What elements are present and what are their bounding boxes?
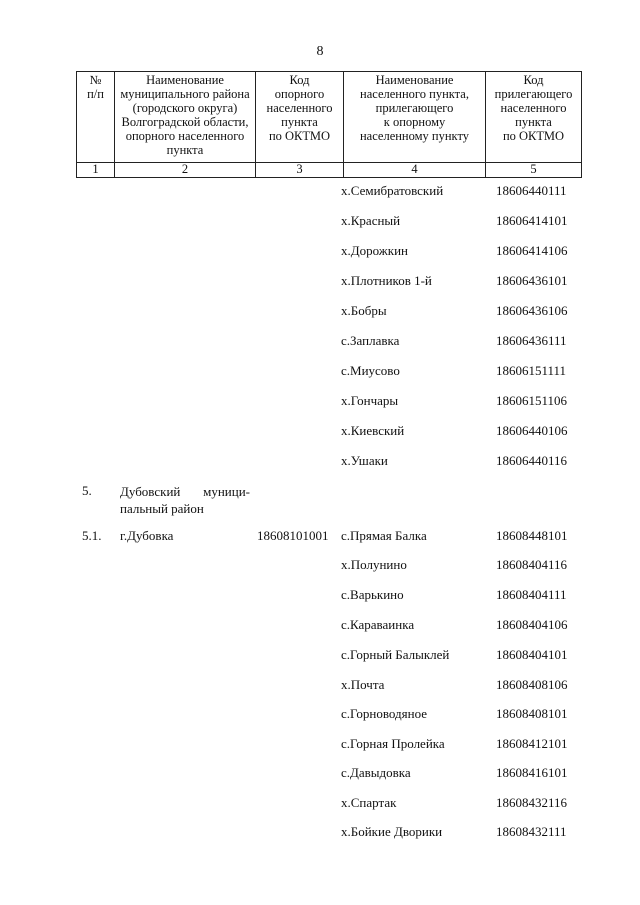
adjacent-code: 18608432111 — [496, 824, 567, 839]
header-text: по ОКТМО — [268, 129, 331, 143]
adjacent-code: 18606436101 — [496, 273, 568, 288]
header-col-support-code — [256, 72, 344, 163]
adjacent-name: х.Бойкие Дворики — [341, 824, 443, 839]
header-text: п/п — [87, 87, 104, 101]
header-text: Код — [289, 73, 310, 87]
adjacent-code: 18606151106 — [496, 393, 568, 408]
adjacent-name: с.Заплавка — [341, 333, 400, 348]
header-text: населенного — [266, 101, 333, 115]
header-text: прилегающего — [375, 101, 454, 115]
column-number: 3 — [256, 163, 344, 178]
adjacent-name: с.Миусово — [341, 363, 400, 378]
adjacent-code: 18608416101 — [496, 765, 568, 780]
header-text: (городского округа) — [132, 101, 238, 115]
header-text: опорного населенного — [125, 129, 245, 143]
adjacent-name: с.Горный Балыклей — [341, 647, 450, 662]
header-text: Наименование — [146, 73, 224, 87]
header-col-number — [77, 72, 115, 163]
adjacent-name: с.Горноводяное — [341, 706, 428, 721]
header-text: населенному пункту — [359, 129, 470, 143]
adjacent-name: с.Варькино — [341, 587, 404, 602]
header-text: населенного пункта, — [360, 87, 469, 101]
adjacent-name: х.Плотников 1-й — [341, 273, 432, 288]
adjacent-code: 18608404111 — [496, 587, 567, 602]
header-text: пункта — [281, 115, 318, 129]
district-name-part: муници- — [203, 484, 250, 499]
adjacent-code: 18608432116 — [496, 795, 568, 810]
header-text: пункта — [515, 115, 552, 129]
support-code: 18608101001 — [257, 528, 329, 543]
header-text: № — [89, 73, 102, 87]
adjacent-name: х.Киевский — [341, 423, 405, 438]
header-text: Код — [523, 73, 544, 87]
adjacent-name: с.Прямая Балка — [341, 528, 427, 543]
adjacent-name: х.Полунино — [341, 557, 407, 572]
adjacent-code: 18608408106 — [496, 677, 568, 692]
adjacent-name: х.Спартак — [341, 795, 397, 810]
header-text: по ОКТМО — [502, 129, 565, 143]
page-number: 8 — [316, 44, 324, 59]
support-number: 5.1. — [82, 528, 102, 543]
header-text: Волгоградской области, — [121, 115, 249, 129]
table-header — [76, 71, 582, 178]
district-number: 5. — [82, 483, 92, 498]
district-name-part: пальный район — [120, 501, 204, 516]
district-name — [120, 483, 250, 517]
adjacent-name: х.Бобры — [341, 303, 387, 318]
adjacent-code: 18608448101 — [496, 528, 568, 543]
column-number: 2 — [115, 163, 256, 178]
column-number: 1 — [77, 163, 115, 178]
header-text: к опорному — [383, 115, 446, 129]
adjacent-code: 18606440111 — [496, 183, 567, 198]
header-text: населенного — [500, 101, 567, 115]
header-text: муниципального района — [120, 87, 250, 101]
header-col-adjacent-name — [344, 72, 486, 163]
adjacent-name: х.Дорожкин — [341, 243, 409, 258]
header-text: пункта — [166, 143, 204, 157]
adjacent-code: 18608404116 — [496, 557, 568, 572]
adjacent-code: 18606151111 — [496, 363, 567, 378]
adjacent-code: 18608408101 — [496, 706, 568, 721]
adjacent-code: 18608404101 — [496, 647, 568, 662]
adjacent-code: 18606436111 — [496, 333, 567, 348]
header-text: опорного — [274, 87, 325, 101]
header-col-adjacent-code — [486, 72, 582, 163]
header-text: прилегающего — [494, 87, 573, 101]
adjacent-name: х.Почта — [341, 677, 385, 692]
adjacent-name: х.Семибратовский — [341, 183, 444, 198]
adjacent-code: 18606436106 — [496, 303, 568, 318]
column-number: 4 — [344, 163, 486, 178]
adjacent-code: 18606414106 — [496, 243, 568, 258]
adjacent-name: с.Давыдовка — [341, 765, 411, 780]
adjacent-name: с.Горная Пролейка — [341, 736, 445, 751]
adjacent-code: 18608412101 — [496, 736, 568, 751]
header-col-district — [115, 72, 256, 163]
adjacent-code: 18608404106 — [496, 617, 568, 632]
adjacent-name: х.Ушаки — [341, 453, 388, 468]
adjacent-code: 18606440106 — [496, 423, 568, 438]
header-text: Наименование — [375, 73, 454, 87]
adjacent-name: х.Гончары — [341, 393, 399, 408]
adjacent-name: х.Красный — [341, 213, 401, 228]
column-number: 5 — [486, 163, 582, 178]
district-name-part: Дубовский — [120, 484, 181, 499]
adjacent-code: 18606414101 — [496, 213, 568, 228]
adjacent-code: 18606440116 — [496, 453, 568, 468]
adjacent-name: с.Караваинка — [341, 617, 415, 632]
support-name: г.Дубовка — [120, 528, 174, 543]
